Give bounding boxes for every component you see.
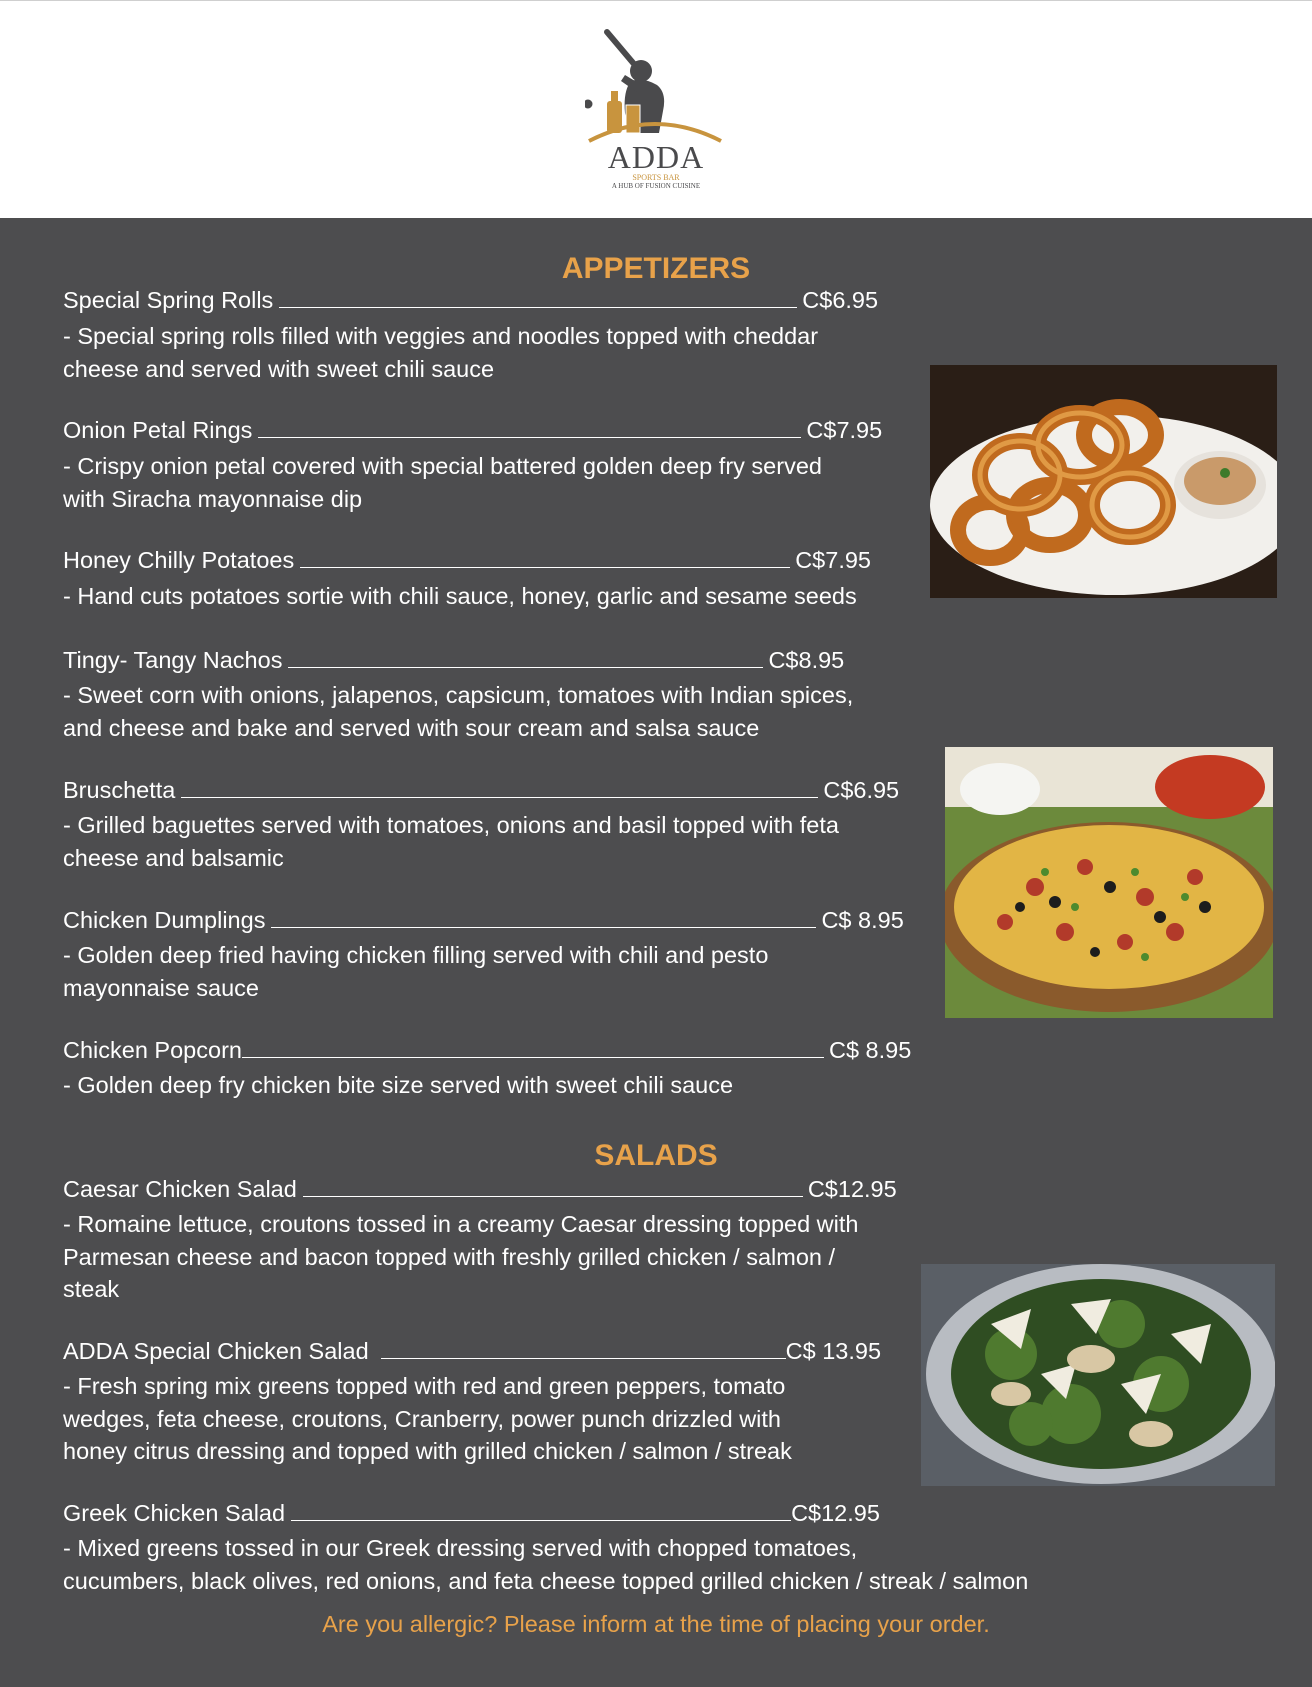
description-line: - Fresh spring mix greens topped with red and green peppers, tomato bbox=[63, 1373, 786, 1399]
item-name: Bruschetta bbox=[63, 777, 176, 803]
dotted-leader bbox=[271, 909, 816, 928]
description-line: cheese and balsamic bbox=[63, 844, 284, 871]
nachos-photo bbox=[945, 747, 1273, 1018]
item-description bbox=[63, 809, 839, 874]
item-name: Caesar Chicken Salad bbox=[63, 1176, 297, 1202]
description-line: - Golden deep fried having chicken filling served with chili and pesto bbox=[63, 942, 769, 968]
item-price: C$6.95 bbox=[802, 287, 879, 313]
item-price: C$6.95 bbox=[823, 777, 900, 803]
header bbox=[0, 0, 1312, 218]
description-line: - Crispy onion petal covered with special battered golden deep fry served bbox=[63, 453, 822, 479]
menu-item-title bbox=[63, 289, 878, 313]
dotted-leader bbox=[303, 1178, 803, 1197]
item-name: Special Spring Rolls bbox=[63, 287, 274, 313]
dotted-leader bbox=[258, 419, 801, 438]
dotted-leader bbox=[242, 1039, 824, 1058]
description-line: and cheese and bake and served with sour cream and salsa sauce bbox=[63, 714, 760, 741]
description-line: - Romaine lettuce, croutons tossed in a creamy Caesar dressing topped with bbox=[63, 1211, 859, 1237]
logo-tagline: A HUB OF FUSION CUISINE bbox=[611, 182, 701, 190]
item-price: C$ 8.95 bbox=[821, 907, 904, 933]
item-description bbox=[63, 1208, 858, 1306]
item-description bbox=[63, 939, 768, 1004]
item-description bbox=[63, 320, 818, 385]
item-price: C$8.95 bbox=[768, 647, 845, 673]
description-line: steak bbox=[63, 1276, 120, 1303]
onion-rings-photo bbox=[930, 365, 1277, 598]
logo-name: ADDA bbox=[607, 139, 705, 175]
item-price: C$ 13.95 bbox=[785, 1338, 882, 1364]
menu-item-title bbox=[63, 779, 899, 803]
item-price: C$7.95 bbox=[806, 417, 883, 443]
dotted-leader bbox=[300, 549, 790, 568]
menu-item-title bbox=[63, 549, 871, 573]
item-description bbox=[63, 580, 857, 613]
item-description bbox=[63, 1069, 733, 1102]
dotted-leader bbox=[381, 1340, 786, 1359]
description-line: - Golden deep fry chicken bite size served with sweet chili sauce bbox=[63, 1072, 734, 1098]
item-description bbox=[63, 1532, 1028, 1597]
menu-item-title bbox=[63, 1178, 897, 1202]
item-description bbox=[63, 450, 822, 515]
menu-item-title bbox=[63, 649, 844, 673]
item-name: Chicken Popcorn bbox=[63, 1037, 242, 1063]
item-name: Tingy- Tangy Nachos bbox=[63, 647, 283, 673]
dotted-leader bbox=[291, 1502, 791, 1521]
description-line: mayonnaise sauce bbox=[63, 974, 259, 1001]
description-line: cucumbers, black olives, red onions, and feta cheese topped grilled chicken / streak / salmon bbox=[63, 1567, 1029, 1594]
item-price: C$12.95 bbox=[807, 1176, 897, 1202]
description-line: cheese and served with sweet chili sauce bbox=[63, 355, 495, 382]
item-price: C$7.95 bbox=[795, 547, 871, 573]
logo-subtitle: SPORTS BAR bbox=[632, 173, 680, 182]
allergy-notice: Are you allergic? Please inform at the time of placing your order. bbox=[322, 1611, 990, 1637]
menu-item-title bbox=[63, 909, 904, 933]
description-line: honey citrus dressing and topped with grilled chicken / salmon / streak bbox=[63, 1438, 792, 1465]
appetizers-heading: APPETIZERS bbox=[561, 252, 751, 285]
item-name: ADDA Special Chicken Salad bbox=[63, 1338, 369, 1364]
menu-item-title bbox=[63, 1502, 880, 1526]
description-line: - Hand cuts potatoes sortie with chili sauce, honey, garlic and sesame seeds bbox=[63, 583, 857, 609]
menu-item-title bbox=[63, 1039, 911, 1063]
description-line: - Mixed greens tossed in our Greek dressing served with chopped tomatoes, bbox=[63, 1535, 858, 1561]
salads-heading: SALADS bbox=[594, 1139, 718, 1172]
menu-item-title bbox=[63, 419, 882, 443]
item-description bbox=[63, 1370, 792, 1468]
dotted-leader bbox=[288, 649, 763, 668]
adda-logo bbox=[585, 29, 727, 194]
description-line: - Sweet corn with onions, jalapenos, capsicum, tomatoes with Indian spices, bbox=[63, 682, 854, 708]
item-name: Onion Petal Rings bbox=[63, 417, 253, 443]
description-line: - Grilled baguettes served with tomatoes, onions and basil topped with feta bbox=[63, 812, 839, 838]
item-name: Chicken Dumplings bbox=[63, 907, 266, 933]
description-line: wedges, feta cheese, croutons, Cranberry, power punch drizzled with bbox=[63, 1405, 781, 1432]
description-line: - Special spring rolls filled with veggies and noodles topped with cheddar bbox=[63, 323, 819, 349]
menu-item-title bbox=[63, 1340, 881, 1364]
item-price: C$ 8.95 bbox=[828, 1037, 912, 1063]
item-name: Honey Chilly Potatoes bbox=[63, 547, 295, 573]
item-name: Greek Chicken Salad bbox=[63, 1500, 286, 1526]
item-price: C$12.95 bbox=[791, 1500, 880, 1526]
dotted-leader bbox=[279, 289, 797, 308]
caesar-salad-photo bbox=[921, 1264, 1275, 1486]
dotted-leader bbox=[181, 779, 818, 798]
description-line: with Siracha mayonnaise dip bbox=[63, 485, 363, 512]
description-line: Parmesan cheese and bacon topped with freshly grilled chicken / salmon / bbox=[63, 1243, 836, 1270]
item-description bbox=[63, 679, 853, 744]
